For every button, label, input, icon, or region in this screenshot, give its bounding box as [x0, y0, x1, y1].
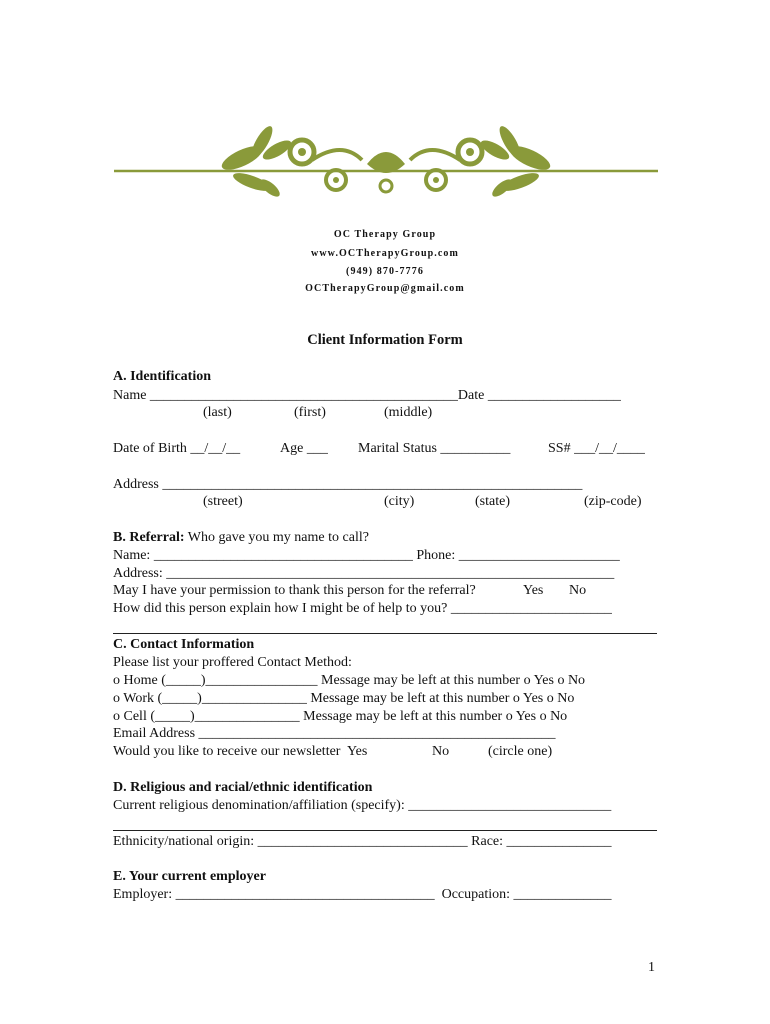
referral-explain-field[interactable]: How did this person explain how I might be of help to you? _______________________	[113, 601, 612, 616]
section-c-heading: C. Contact Information	[113, 637, 255, 652]
form-title: Client Information Form	[307, 332, 463, 348]
email-field[interactable]: Email Address ___________________________________________________	[113, 726, 556, 741]
org-email: OCTherapyGroup@gmail.com	[305, 283, 465, 294]
address-field[interactable]: Address ____________________________________________________________	[113, 477, 583, 492]
referral-question: Who gave you my name to call?	[184, 530, 369, 545]
addr-sub-street: (street)	[203, 494, 243, 509]
dob-field[interactable]: Date of Birth __/__/__	[113, 441, 241, 456]
answer-line[interactable]	[113, 830, 657, 831]
page-number: 1	[648, 960, 655, 975]
section-a-heading: A. Identification	[113, 369, 211, 384]
employer-occupation-field[interactable]: Employer: _____________________________________ Occupation: ______________	[113, 887, 612, 902]
org-phone: (949) 870-7776	[346, 266, 424, 277]
name-field[interactable]: Name ____________________________________________Date ___________________	[113, 388, 621, 403]
religion-field[interactable]: Current religious denomination/affiliation (specify): _____________________________	[113, 798, 612, 813]
org-website: www.OCTherapyGroup.com	[311, 248, 459, 259]
ethnicity-race-field[interactable]: Ethnicity/national origin: ______________________________ Race: _______________	[113, 834, 612, 849]
home-phone-field[interactable]: o Home (_____)________________ Message may be left at this number o Yes o No	[113, 673, 586, 688]
name-sub-last: (last)	[203, 405, 232, 420]
ss-field[interactable]: SS# ___/__/____	[548, 441, 645, 456]
decorative-ornament	[112, 120, 660, 200]
addr-sub-city: (city)	[384, 494, 415, 509]
org-name: OC Therapy Group	[333, 229, 437, 240]
newsletter-question[interactable]: Would you like to receive our newsletter Yes	[113, 744, 368, 759]
permission-no[interactable]: No	[569, 583, 587, 598]
addr-sub-zip: (zip-code)	[584, 494, 642, 509]
cell-phone-field[interactable]: o Cell (_____)_______________ Message may be left at this number o Yes o No	[113, 709, 568, 724]
newsletter-circle-one: (circle one)	[488, 744, 553, 759]
marital-status-field[interactable]: Marital Status __________	[358, 441, 511, 456]
age-field[interactable]: Age ___	[280, 441, 328, 456]
work-phone-field[interactable]: o Work (_____)_______________ Message may be left at this number o Yes o No	[113, 691, 575, 706]
addr-sub-state: (state)	[475, 494, 510, 509]
section-d-heading: D. Religious and racial/ethnic identification	[113, 780, 373, 795]
newsletter-no[interactable]: No	[432, 744, 450, 759]
name-sub-middle: (middle)	[384, 405, 433, 420]
section-e-heading: E. Your current employer	[113, 869, 266, 884]
section-b-header	[113, 529, 369, 547]
answer-line[interactable]	[113, 633, 657, 634]
section-b-heading: B. Referral:	[113, 530, 185, 545]
referral-name-field[interactable]: Name: _____________________________________ Phone: _______________________	[113, 548, 620, 563]
permission-yes[interactable]: Yes	[523, 583, 544, 598]
contact-method-prompt: Please list your proffered Contact Method:	[113, 655, 352, 670]
referral-address-field[interactable]: Address: ________________________________________________________________	[113, 566, 615, 581]
referral-permission: May I have your permission to thank this person for the referral?	[113, 583, 476, 598]
name-sub-first: (first)	[294, 405, 326, 420]
